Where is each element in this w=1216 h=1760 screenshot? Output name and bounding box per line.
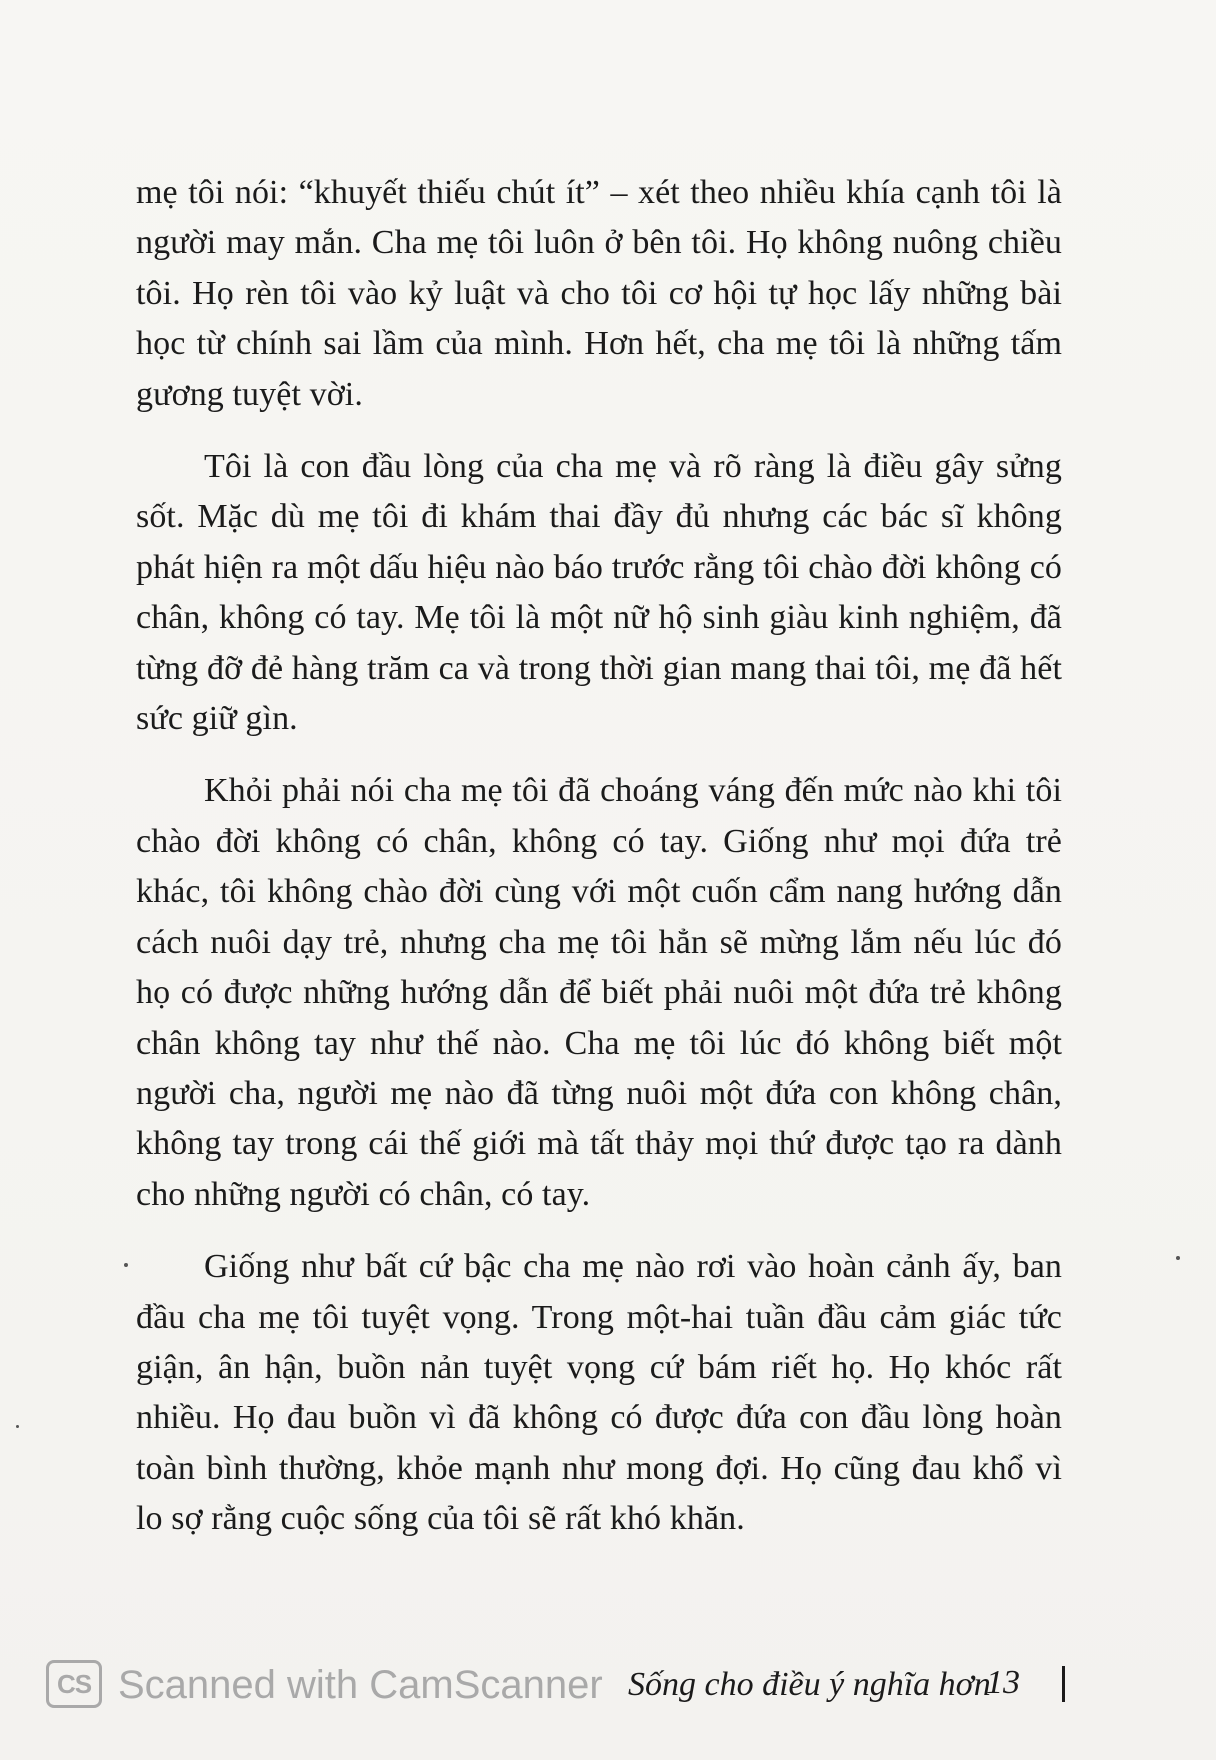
paragraph-1: mẹ tôi nói: “khuyết thiếu chút ít” – xét theo nhiều khía cạnh tôi là người may mắn. Cha mẹ tôi luôn ở bên tôi. Họ không nuông chiều tôi. Họ rèn tôi vào kỷ luật và cho tôi cơ hội tự học lấy những bài học từ chính sai lầm của mình. Hơn hết, cha mẹ tôi là những tấm gương tuyệt vời. xyxy=(136,174,1062,413)
running-title: Sống cho điều ý nghĩa hơn xyxy=(628,1666,991,1703)
paragraph-3: Khỏi phải nói cha mẹ tôi đã choáng váng đến mức nào khi tôi chào đời không có chân, không có tay. Giống như mọi đứa trẻ khác, tôi không chào đời cùng với một cuốn cẩm nang hướng dẫn cách nuôi dạy trẻ, nhưng cha mẹ tôi hẳn sẽ mừng lắm nếu lúc đó họ có được những hướng dẫn để biết phải nuôi một đứa trẻ không chân không tay như thế nào. Cha mẹ tôi lúc đó không biết một người cha, người mẹ nào đã từng nuôi một đứa con không chân, không tay trong cái thế giới mà tất thảy mọi thứ được tạo ra dành cho những người có chân, có tay. xyxy=(136,772,1062,1213)
scan-speck xyxy=(16,1425,19,1428)
camscanner-logo-icon: CS xyxy=(46,1660,102,1708)
scanner-watermark: Scanned with CamScanner xyxy=(118,1663,603,1707)
body-text xyxy=(136,168,1062,1567)
paragraph-4: Giống như bất cứ bậc cha mẹ nào rơi vào hoàn cảnh ấy, ban đầu cha mẹ tôi tuyệt vọng. Trong một-hai tuần đầu cảm giác tức giận, ân hận, buồn nản tuyệt vọng cứ bám riết họ. Họ khóc rất nhiều. Họ đau buồn vì đã không có được đứa con đầu lòng hoàn toàn bình thường, khỏe mạnh như mong đợi. Họ cũng đau khổ vì lo sợ rằng cuộc sống của tôi sẽ rất khó khăn. xyxy=(136,1248,1062,1538)
paragraph-2: Tôi là con đầu lòng của cha mẹ và rõ ràng là điều gây sửng sốt. Mặc dù mẹ tôi đi khám thai đầy đủ nhưng các bác sĩ không phát hiện ra một dấu hiệu nào báo trước rằng tôi chào đời không có chân, không có tay. Mẹ tôi là một nữ hộ sinh giàu kinh nghiệm, đã từng đỡ đẻ hàng trăm ca và trong thời gian mang thai tôi, mẹ đã hết sức giữ gìn. xyxy=(136,448,1062,738)
page-footer xyxy=(0,1660,1216,1720)
footer-rule xyxy=(1062,1666,1065,1702)
scan-speck xyxy=(1176,1256,1180,1260)
scan-speck xyxy=(124,1263,128,1267)
page-number: 13 xyxy=(986,1664,1020,1701)
